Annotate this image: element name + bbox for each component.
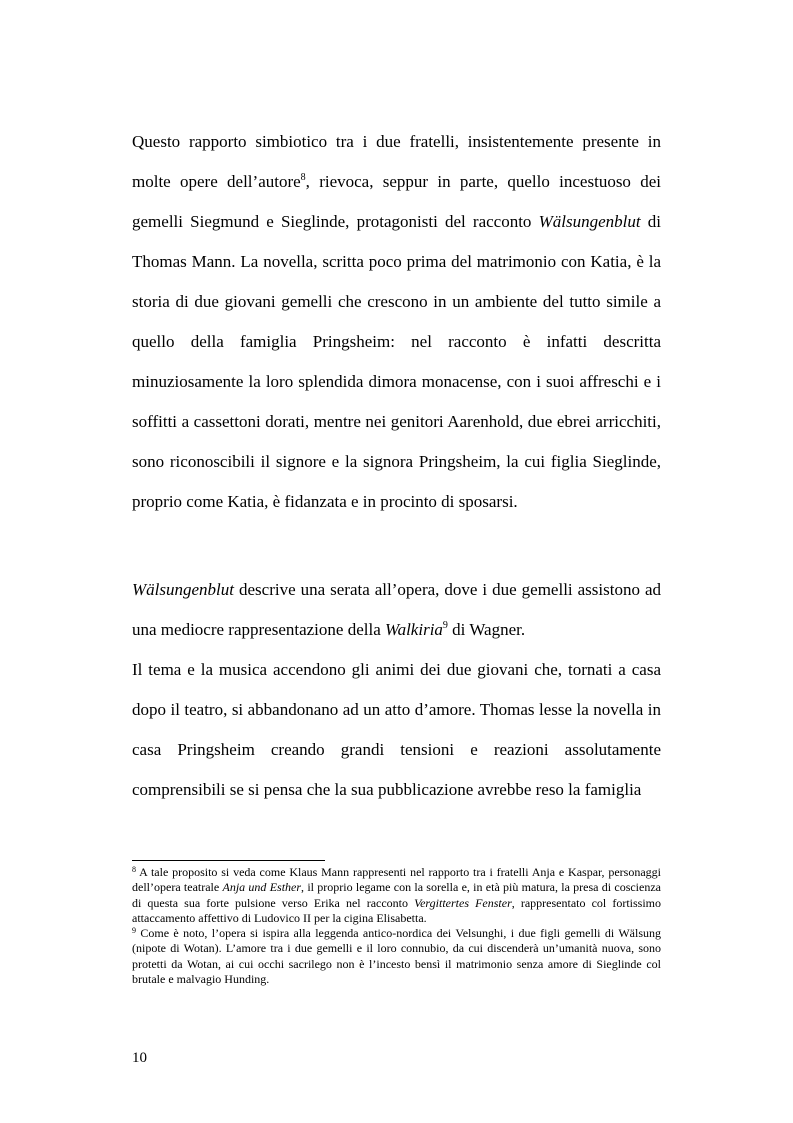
title-italic: Wälsungenblut	[538, 212, 641, 231]
text-run: A tale proposito si veda come Klaus Mann rappresenti nel rapporto tra i fratelli Anja e Kaspar, personaggi dell’opera teatrale	[132, 865, 661, 895]
text-run: Questo rapporto simbiotico tra i due fratelli, insistentemente presente in molte opere dell’autore	[132, 132, 661, 191]
title-italic: Wälsungenblut	[132, 580, 234, 599]
footnote-ref-9[interactable]: 9	[442, 620, 448, 631]
footnote-number: 8	[132, 865, 136, 874]
footnote-8	[132, 865, 661, 926]
text-run: , rappresentato col fortissimo attaccamento affettivo di Ludovico II per la cigina Elisabetta.	[132, 895, 661, 925]
text-run: , rievoca, seppur in parte, quello incestuoso dei gemelli Siegmund e Sieglinde, protagonisti del racconto	[132, 172, 661, 231]
text-run: descrive una serata all’opera, dove i due gemelli assistono ad una mediocre rappresentazione della	[132, 580, 661, 639]
footnote-separator	[132, 860, 325, 861]
body-paragraph-2	[132, 570, 661, 650]
text-run: Il tema e la musica accendono gli animi dei due giovani che, tornati a casa dopo il teatro, si abbandonano ad un atto d’amore. Thomas lesse la novella in casa Pringsheim creando grandi tensioni e reazioni assolutamente comprensibili se si pensa che la sua pubblicazione avrebbe reso la famiglia	[132, 660, 661, 799]
text-run: di Wagner.	[447, 620, 526, 639]
page-number: 10	[132, 1050, 147, 1066]
body-paragraph-1	[132, 122, 661, 522]
footnote-number: 9	[132, 926, 136, 936]
body-paragraph-3	[132, 650, 661, 810]
text-run: , il proprio legame con la sorella e, in età più matura, la presa di coscienza di questa sua forte pulsione verso Erika nel racconto	[132, 880, 661, 910]
title-italic: Walkiria	[384, 620, 443, 639]
title-italic: Anja und Esther	[222, 880, 302, 895]
footnote-ref-8[interactable]: 8	[300, 172, 306, 183]
text-run: Come è noto, l’opera si ispira alla leggenda antico-nordica dei Velsunghi, i due figli gemelli di Wälsung (nipote di Wotan). L’amore tra i due gemelli e il loro connubio, da cui discenderà un’umanità nuova, sono protetti da Wotan, ai cui occhi sacrilego non è l’incesto bensì il matrimonio senza amore di Sieglinde col brutale e malvagio Hunding.	[132, 926, 661, 987]
footnotes	[132, 865, 661, 987]
footnote-9	[132, 926, 661, 987]
title-italic: Vergittertes Fenster	[414, 895, 512, 910]
text-run: di Thomas Mann. La novella, scritta poco prima del matrimonio con Katia, è la storia di due giovani gemelli che crescono in un ambiente del tutto simile a quello della famiglia Pringsheim: nel racconto è infatti descritta minuziosamente la loro splendida dimora monacense, con i suoi affreschi e i soffitti a cassettoni dorati, mentre nei genitori Aarenhold, due ebrei arricchiti, sono riconoscibili il signore e la signora Pringsheim, la cui figlia Sieglinde, proprio come Katia, è fidanzata e in procinto di sposarsi.	[132, 212, 661, 511]
